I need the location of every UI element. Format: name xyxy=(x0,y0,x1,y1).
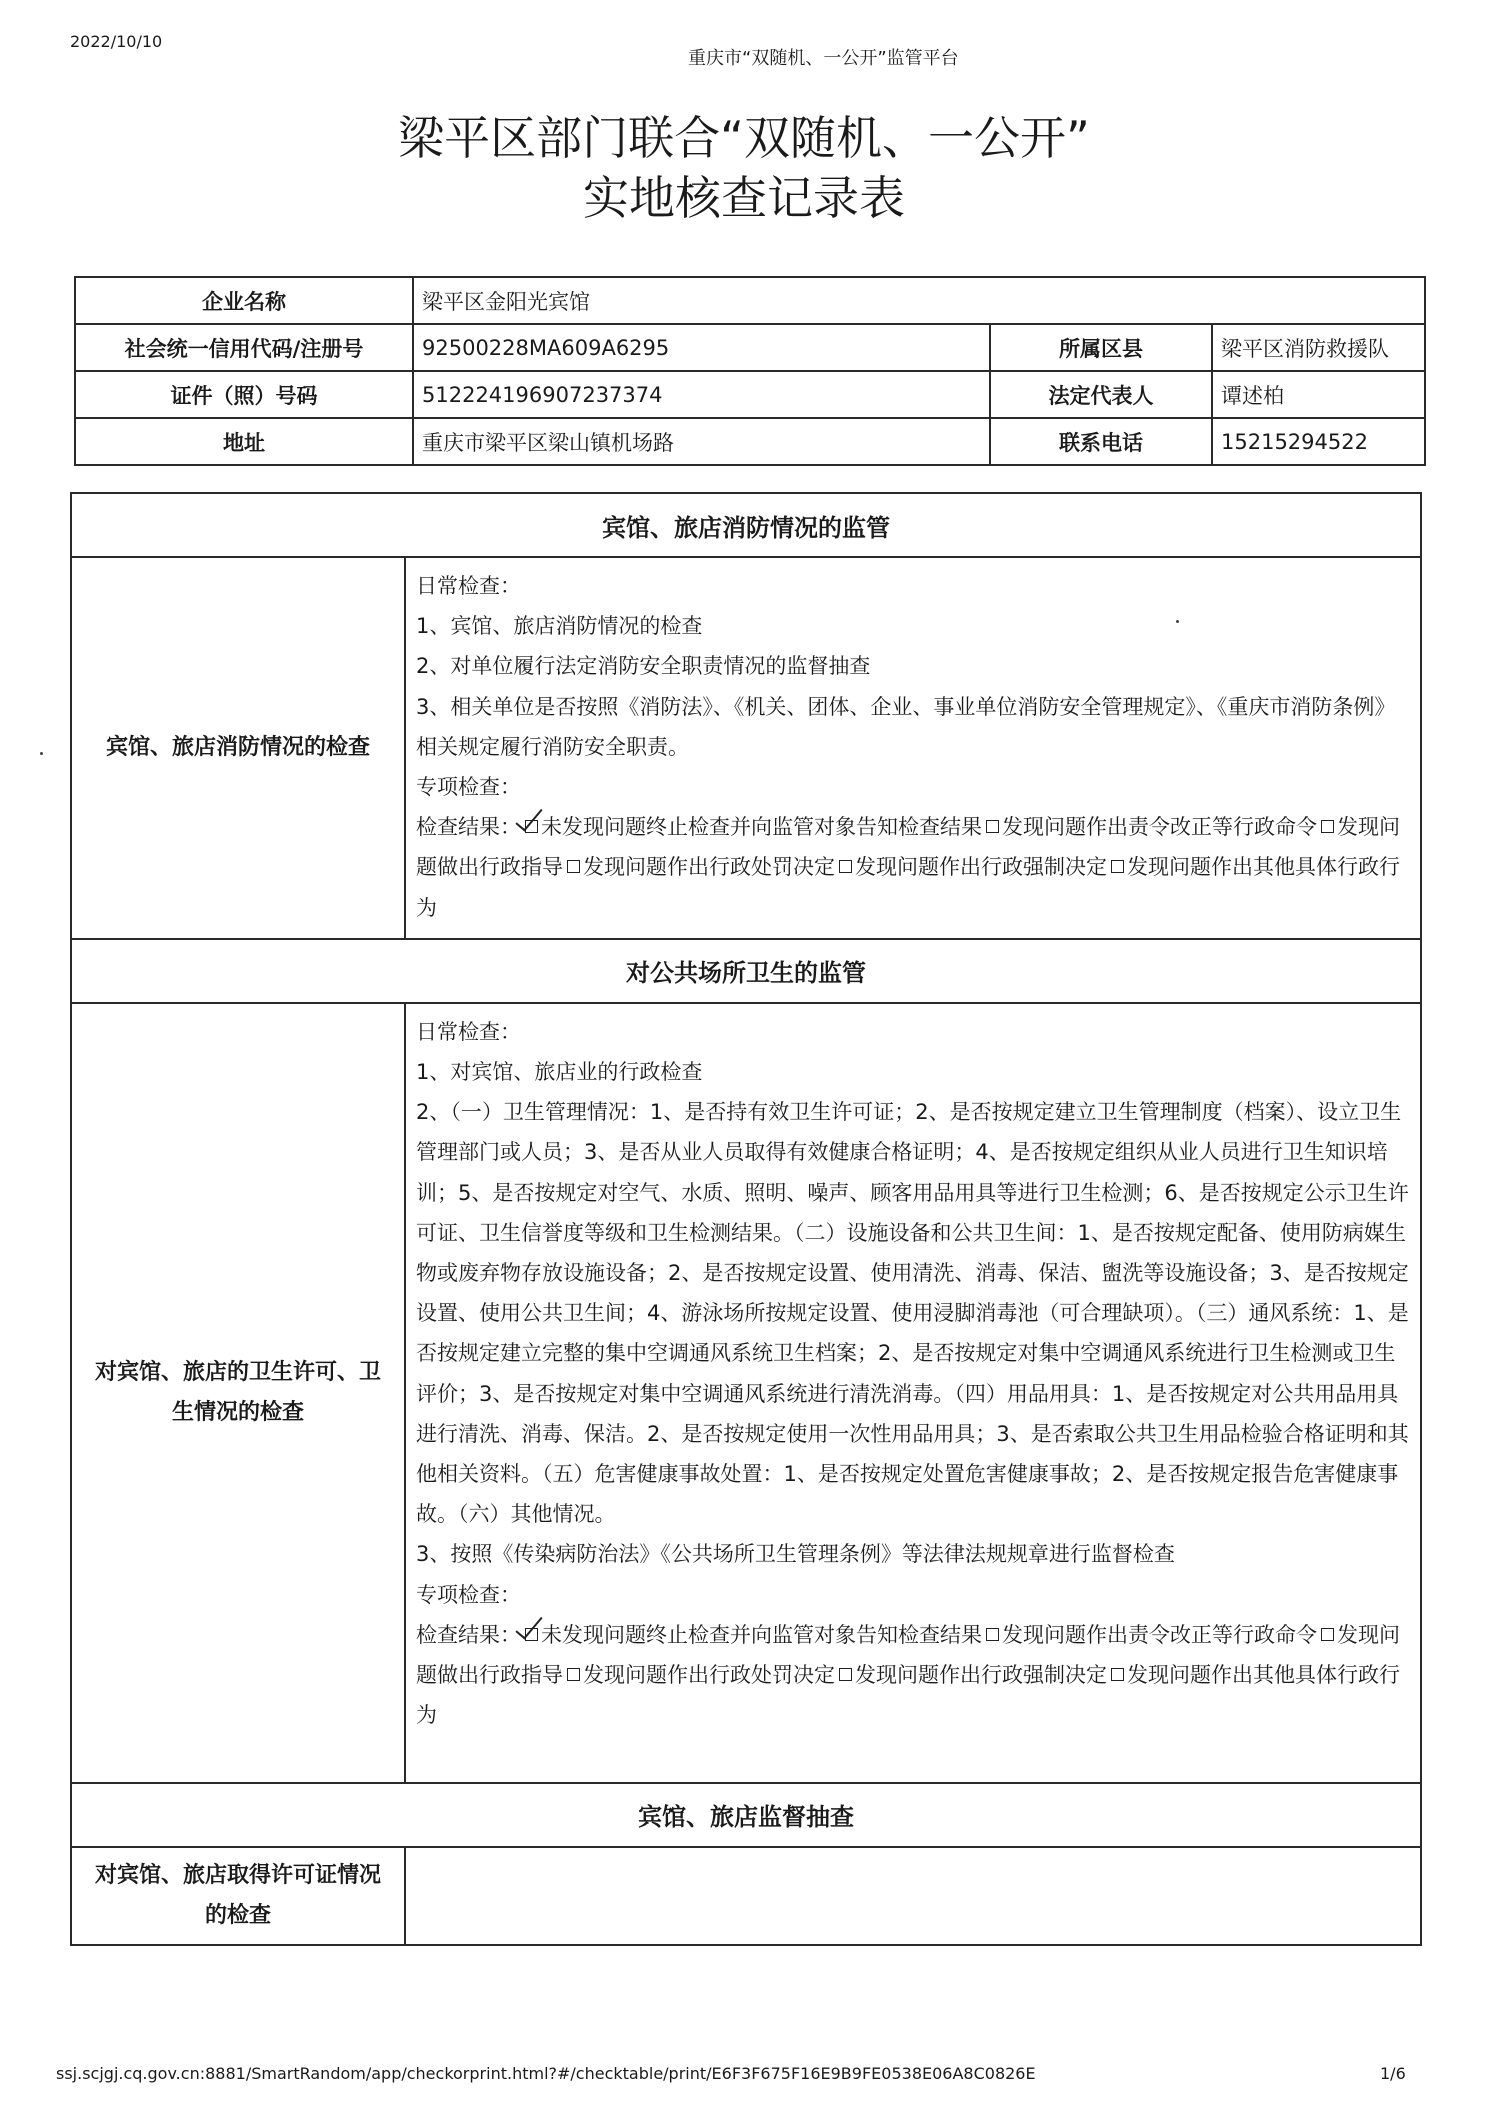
result-option: 发现问题作出行政处罚决定 xyxy=(583,1663,835,1688)
hygiene-check-label: 对宾馆、旅店的卫生许可、卫生情况的检查 xyxy=(71,1003,405,1783)
checkbox-icon xyxy=(1321,1628,1334,1641)
result-option: 发现问题作出行政处罚决定 xyxy=(583,855,835,880)
section-heading-public-hygiene: 对公共场所卫生的监管 xyxy=(71,939,1421,1003)
document-title-line2: 实地核查记录表 xyxy=(583,171,905,225)
credit-code-label: 社会统一信用代码/注册号 xyxy=(75,324,413,371)
checkbox-icon xyxy=(567,860,580,873)
routine-item: 1、宾馆、旅店消防情况的检查 xyxy=(416,614,703,639)
legal-rep-value: 谭述柏 xyxy=(1212,371,1425,418)
page-url: ssj.scjgj.cq.gov.cn:8881/SmartRandom/app/checkorprint.html?#/checktable/print/E6F3F675F16E9B9FE0538E06A8C0826E xyxy=(56,2064,1036,2083)
checked-checkbox-icon xyxy=(525,1628,538,1641)
result-option: 发现问题作出行政强制决定 xyxy=(855,1663,1107,1688)
inspection-record-table xyxy=(70,492,1422,1946)
routine-check-heading: 日常检查： xyxy=(416,1019,521,1044)
license-number-value: 512224196907237374 xyxy=(413,371,990,418)
result-option: 发现问题作出责令改正等行政命令 xyxy=(1002,815,1317,840)
checkbox-icon xyxy=(1321,820,1334,833)
special-check-heading: 专项检查： xyxy=(416,1582,521,1607)
phone-label: 联系电话 xyxy=(990,418,1212,465)
checkbox-icon xyxy=(567,1668,580,1681)
routine-check-heading: 日常检查： xyxy=(416,574,521,598)
result-option: 发现问题做出行政指导 xyxy=(416,1622,1400,1688)
special-check-heading: 专项检查： xyxy=(416,775,521,800)
region-value: 梁平区消防救援队 xyxy=(1212,324,1425,371)
checkbox-icon xyxy=(986,1628,999,1641)
page-number: 1/6 xyxy=(1380,2064,1406,2083)
result-option: 发现问题做出行政指导 xyxy=(416,815,1400,880)
table-row xyxy=(75,371,1425,418)
fire-safety-check-content xyxy=(405,557,1421,939)
license-number-label: 证件（照）号码 xyxy=(75,371,413,418)
table-row xyxy=(71,493,1421,557)
check-result-label: 检查结果： xyxy=(416,815,521,840)
section-heading-fire-safety: 宾馆、旅店消防情况的监管 xyxy=(71,493,1421,557)
routine-item: 3、按照《传染病防治法》《公共场所卫生管理条例》等法律法规规章进行监督检查 xyxy=(416,1542,1175,1567)
routine-item: 2、对单位履行法定消防安全职责情况的监督抽查 xyxy=(416,654,871,679)
scan-speck xyxy=(40,752,43,755)
table-row xyxy=(75,277,1425,324)
routine-item: 2、（一）卫生管理情况：1、是否持有效卫生许可证；2、是否按规定建立卫生管理制度（档案）、设立卫生管理部门或人员；3、是否从业人员取得有效健康合格证明；4、是否按规定组织从业人员进行卫生知识培训；5、是否按规定对空气、水质、照明、噪声、顾客用品用具等进行卫生检测；6、是否按规定公示卫生许可证、卫生信誉度等级和卫生检测结果。（二）设施设备和公共卫生间：1、是否按规定配备、使用防病媒生物或废弃物存放设施设备；2、是否按规定设置、使用清洗、消毒、保洁、盥洗等设施设备；3、是否按规定设置、使用公共卫生间；4、游泳场所按规定设置、使用浸脚消毒池（可合理缺项）。（三）通风系统：1、是否按规定建立完整的集中空调通风系统卫生档案；2、是否按规定对集中空调通风系统进行卫生检测或卫生评价；3、是否按规定对集中空调通风系统进行清洗消毒。（四）用品用具：1、是否按规定对公共用品用具进行清洗、消毒、保洁。2、是否按规定使用一次性用品用具；3、是否索取公共卫生用品检验合格证明和其他相关资料。（五）危害健康事故处置：1、是否按规定处置危害健康事故；2、是否按规定报告危害健康事故。（六）其他情况。 xyxy=(416,1100,1409,1527)
credit-code-value: 92500228MA609A6295 xyxy=(413,324,990,371)
result-option: 未发现问题终止检查并向监管对象告知检查结果 xyxy=(541,1622,982,1647)
checkbox-icon xyxy=(839,860,852,873)
result-option: 发现问题作出其他具体行政行为 xyxy=(416,1663,1400,1728)
address-label: 地址 xyxy=(75,418,413,465)
checkbox-icon xyxy=(986,820,999,833)
hygiene-check-content xyxy=(405,1003,1421,1783)
check-result-label: 检查结果： xyxy=(416,1622,521,1647)
platform-name: 重庆市“双随机、一公开”监管平台 xyxy=(688,48,959,69)
table-row xyxy=(71,939,1421,1003)
routine-item: 3、相关单位是否按照《消防法》、《机关、团体、企业、事业单位消防安全管理规定》、《重庆市消防条例》相关规定履行消防安全职责。 xyxy=(416,694,1396,759)
table-row xyxy=(71,1847,1421,1945)
license-check-content xyxy=(405,1847,1421,1945)
result-option: 未发现问题终止检查并向监管对象告知检查结果 xyxy=(541,815,982,840)
region-label: 所属区县 xyxy=(990,324,1212,371)
table-row xyxy=(71,1783,1421,1847)
table-row xyxy=(75,418,1425,465)
enterprise-info-table xyxy=(74,276,1426,466)
checked-checkbox-icon xyxy=(525,820,538,833)
document-title-line1: 梁平区部门联合“双随机、一公开” xyxy=(398,111,1090,165)
result-option: 发现问题作出其他具体行政行为 xyxy=(416,855,1400,920)
phone-value: 15215294522 xyxy=(1212,418,1425,465)
result-option: 发现问题作出责令改正等行政命令 xyxy=(1002,1622,1317,1647)
print-date: 2022/10/10 xyxy=(70,32,163,51)
table-row xyxy=(75,324,1425,371)
result-option: 发现问题作出行政强制决定 xyxy=(855,855,1107,880)
address-value: 重庆市梁平区梁山镇机场路 xyxy=(413,418,990,465)
checkbox-icon xyxy=(1111,1668,1124,1681)
scan-speck xyxy=(1176,620,1179,623)
section-heading-spot-check: 宾馆、旅店监督抽查 xyxy=(71,1783,1421,1847)
legal-rep-label: 法定代表人 xyxy=(990,371,1212,418)
fire-safety-check-label: 宾馆、旅店消防情况的检查 xyxy=(71,557,405,939)
table-row xyxy=(71,1003,1421,1783)
company-label: 企业名称 xyxy=(75,277,413,324)
company-value: 梁平区金阳光宾馆 xyxy=(413,277,1425,324)
checkbox-icon xyxy=(1111,860,1124,873)
routine-item: 1、对宾馆、旅店业的行政检查 xyxy=(416,1060,703,1085)
check-result xyxy=(416,1615,1412,1736)
checkbox-icon xyxy=(839,1668,852,1681)
license-check-label: 对宾馆、旅店取得许可证情况的检查 xyxy=(71,1847,405,1945)
check-result xyxy=(416,807,1412,928)
table-row xyxy=(71,557,1421,939)
